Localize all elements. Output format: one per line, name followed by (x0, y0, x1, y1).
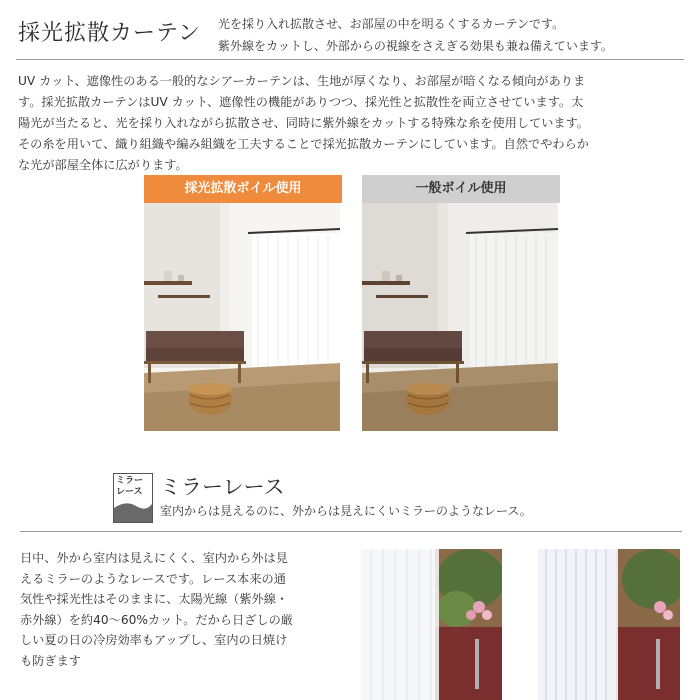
mirror-icon-label-line-2: レース (116, 487, 143, 497)
comparison-panel-light-diffusing (144, 175, 342, 431)
mirror-icon-label-line-1: ミラー (116, 476, 144, 486)
mirror-lace-photo-2 (538, 549, 680, 700)
mirror-lace-body (20, 548, 350, 671)
mirror-lace-icon (113, 473, 153, 523)
mirror-lace-photo-1 (361, 549, 502, 700)
mirror-lace-title: ミラーレース (160, 475, 285, 499)
intro-line: な光が部屋全体に広がります。 (18, 158, 188, 172)
intro-paragraph (18, 71, 684, 176)
intro-line: その糸を用いて、織り組織や編み組織を工夫することで採光拡散カーテンにしています。自然でやわらか (18, 137, 589, 151)
mirror-lace-subtitle: 室内からは見えるのに、外からは見えにくいミラーのようなレース。 (160, 504, 532, 518)
header-description-line-1: 光を採り入れ拡散させ、お部屋の中を明るくするカーテンです。 (218, 17, 565, 31)
intro-line: す。採光拡散カーテンはUV カット、遮像性の機能がありつつ、採光性と拡散性を両立させています。太 (18, 95, 584, 109)
mirror-body-line: しい夏の日の冷房効率もアップし、室内の日焼け (20, 633, 288, 647)
comparison-panel-regular-voile (362, 175, 560, 431)
mirror-divider (20, 531, 682, 532)
panel-label-regular-voile: 一般ボイル使用 (362, 175, 560, 203)
room-photo-light-diffusing (144, 203, 340, 431)
mirror-body-line: 気性や採光性はそのままに、太陽光線（紫外線・ (20, 592, 289, 606)
intro-line: UV カット、遮像性のある一般的なシアーカーテンは、生地が厚くなり、お部屋が暗くなる傾向がありま (18, 74, 586, 88)
page-title: 採光拡散カーテン (18, 21, 201, 46)
room-photo-regular-voile (362, 203, 558, 431)
mirror-body-line: 日中、外から室内は見えにくく、室内から外は見 (20, 551, 288, 565)
intro-line: 陽光が当たると、光を採り入れながら拡散させ、同時に紫外線をカットする特殊な糸を使用しています。 (18, 116, 589, 130)
mirror-body-line: 赤外線）を約40〜60%カット。だから日ざしの厳 (20, 612, 293, 627)
mirror-body-line: えるミラーのようなレースです。レース本来の通 (20, 571, 286, 586)
panel-label-light-diffusing: 採光拡散ボイル使用 (144, 175, 342, 203)
header-description-line-2: 紫外線をカットし、外部からの視線をさえぎる効果も兼ね備えています。 (218, 39, 613, 53)
header-divider (16, 59, 684, 60)
mirror-body-line: も防ぎます (20, 653, 81, 668)
